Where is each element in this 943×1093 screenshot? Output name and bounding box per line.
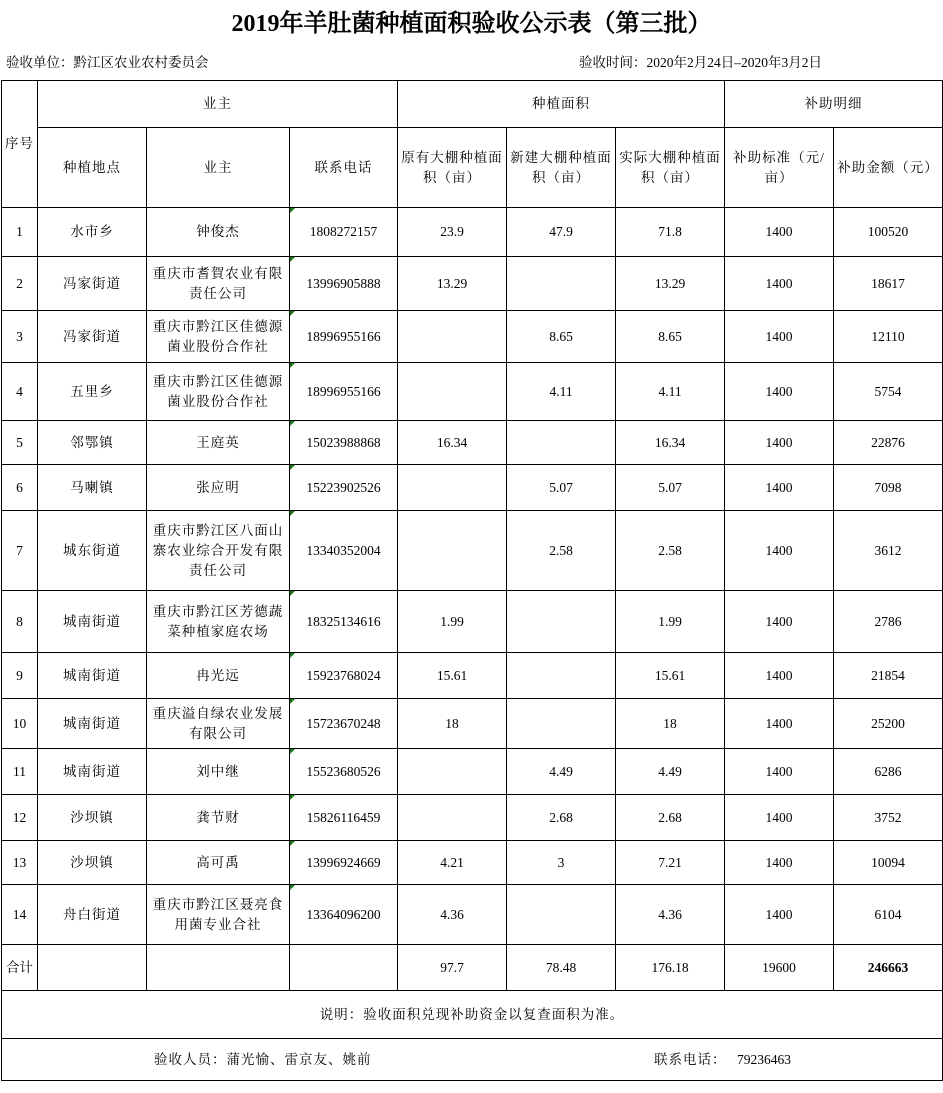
- row-number: 1: [2, 208, 38, 257]
- row-number: 6: [2, 465, 38, 511]
- subsidy-amount: 22876: [834, 421, 943, 465]
- contact-phone-cell: 18996955166: [290, 363, 398, 421]
- staff-cell: [2, 1039, 943, 1081]
- subsidy-standard: 1400: [725, 795, 834, 841]
- owner-name: 重庆市黔江区佳德源菌业股份合作社: [147, 363, 290, 421]
- planting-location: 城南街道: [38, 591, 147, 653]
- actual-area: 4.36: [616, 885, 725, 945]
- subsidy-standard: 1400: [725, 653, 834, 699]
- contact-phone-cell: 13364096200: [290, 885, 398, 945]
- header-location: 种植地点: [38, 128, 147, 208]
- new-area: 4.11: [507, 363, 616, 421]
- acceptance-unit: 验收单位：黔江区农业农村委员会: [6, 55, 209, 70]
- header-orig-area: 原有大棚种植面积（亩）: [398, 128, 507, 208]
- row-number: 2: [2, 257, 38, 311]
- new-area: 47.9: [507, 208, 616, 257]
- table-row: [2, 208, 943, 257]
- actual-area: 16.34: [616, 421, 725, 465]
- orig-area: [398, 795, 507, 841]
- total-row: [2, 945, 943, 991]
- orig-area: 4.21: [398, 841, 507, 885]
- planting-location: 舟白街道: [38, 885, 147, 945]
- contact-phone-cell: 1808272157: [290, 208, 398, 257]
- new-area: [507, 257, 616, 311]
- actual-area: 8.65: [616, 311, 725, 363]
- planting-location: 沙坝镇: [38, 841, 147, 885]
- total-orig: 97.7: [398, 945, 507, 991]
- actual-area: 7.21: [616, 841, 725, 885]
- contact-phone-label: 联系电话：: [654, 1052, 727, 1067]
- new-area: [507, 591, 616, 653]
- orig-area: [398, 465, 507, 511]
- planting-location: 冯家街道: [38, 257, 147, 311]
- contact-phone-cell: 15223902526: [290, 465, 398, 511]
- row-number: 5: [2, 421, 38, 465]
- orig-area: 16.34: [398, 421, 507, 465]
- subsidy-standard: 1400: [725, 885, 834, 945]
- owner-name: 高可禹: [147, 841, 290, 885]
- header-actual-area: 实际大棚种植面积（亩）: [616, 128, 725, 208]
- subsidy-amount: 18617: [834, 257, 943, 311]
- subsidy-standard: 1400: [725, 699, 834, 749]
- planting-location: 城东街道: [38, 511, 147, 591]
- table-row: [2, 363, 943, 421]
- subsidy-standard: 1400: [725, 257, 834, 311]
- actual-area: 4.49: [616, 749, 725, 795]
- row-number: 4: [2, 363, 38, 421]
- total-new: 78.48: [507, 945, 616, 991]
- subsidy-standard: 1400: [725, 591, 834, 653]
- owner-name: 重庆市黔江区聂亮食用菌专业合社: [147, 885, 290, 945]
- contact-phone-cell: 15723670248: [290, 699, 398, 749]
- orig-area: [398, 311, 507, 363]
- header-area-group: 种植面积: [398, 81, 725, 128]
- row-number: 11: [2, 749, 38, 795]
- subsidy-amount: 3752: [834, 795, 943, 841]
- orig-area: 1.99: [398, 591, 507, 653]
- page-title: 2019年羊肚菌种植面积验收公示表（第三批）: [231, 11, 712, 37]
- row-number: 13: [2, 841, 38, 885]
- contact-phone-cell: 18996955166: [290, 311, 398, 363]
- orig-area: 18: [398, 699, 507, 749]
- total-label: 合计: [2, 945, 38, 991]
- table-row: [2, 699, 943, 749]
- contact-phone-cell: 15023988868: [290, 421, 398, 465]
- table-row: [2, 421, 943, 465]
- subsidy-amount: 6286: [834, 749, 943, 795]
- table-row: [2, 591, 943, 653]
- owner-name: 张应明: [147, 465, 290, 511]
- owner-name: 钟俊杰: [147, 208, 290, 257]
- subsidy-amount: 2786: [834, 591, 943, 653]
- header-row-columns: [2, 128, 943, 208]
- subsidy-standard: 1400: [725, 465, 834, 511]
- subsidy-standard: 1400: [725, 311, 834, 363]
- subsidy-amount: 25200: [834, 699, 943, 749]
- new-area: 2.58: [507, 511, 616, 591]
- subsidy-amount: 5754: [834, 363, 943, 421]
- actual-area: 2.68: [616, 795, 725, 841]
- header-standard: 补助标准（元/亩）: [725, 128, 834, 208]
- subsidy-amount: 6104: [834, 885, 943, 945]
- owner-name: 龚节财: [147, 795, 290, 841]
- contact-phone: 79236463: [737, 1052, 791, 1067]
- table-row: [2, 653, 943, 699]
- orig-area: 23.9: [398, 208, 507, 257]
- owner-name: 重庆市黔江区八面山寨农业综合开发有限责任公司: [147, 511, 290, 591]
- header-amount: 补助金额（元）: [834, 128, 943, 208]
- inspectors: 验收人员：蒲光愉、雷京友、姚前: [154, 1052, 372, 1067]
- table-row: [2, 841, 943, 885]
- row-number: 10: [2, 699, 38, 749]
- row-number: 12: [2, 795, 38, 841]
- owner-name: 重庆溢自绿农业发展有限公司: [147, 699, 290, 749]
- header-owner-group: 业主: [38, 81, 398, 128]
- staff-row: [2, 1039, 943, 1081]
- planting-location: 城南街道: [38, 749, 147, 795]
- actual-area: 71.8: [616, 208, 725, 257]
- actual-area: 4.11: [616, 363, 725, 421]
- header-seq: 序号: [2, 81, 38, 208]
- total-empty-cell: [290, 945, 398, 991]
- planting-location: 城南街道: [38, 699, 147, 749]
- row-number: 3: [2, 311, 38, 363]
- table-row: [2, 465, 943, 511]
- total-actual: 176.18: [616, 945, 725, 991]
- planting-location: 五里乡: [38, 363, 147, 421]
- owner-name: 重庆市黔江区芳德蔬菜种植家庭农场: [147, 591, 290, 653]
- orig-area: [398, 511, 507, 591]
- new-area: 2.68: [507, 795, 616, 841]
- table-row: [2, 795, 943, 841]
- new-area: [507, 885, 616, 945]
- total-empty-cell: [38, 945, 147, 991]
- actual-area: 15.61: [616, 653, 725, 699]
- subsidy-standard: 1400: [725, 841, 834, 885]
- planting-location: 马喇镇: [38, 465, 147, 511]
- row-number: 9: [2, 653, 38, 699]
- header-phone: 联系电话: [290, 128, 398, 208]
- header-row-groups: [2, 81, 943, 128]
- contact-phone-cell: 13996905888: [290, 257, 398, 311]
- new-area: [507, 653, 616, 699]
- planting-location: 水市乡: [38, 208, 147, 257]
- new-area: [507, 421, 616, 465]
- owner-name: 冉光远: [147, 653, 290, 699]
- owner-name: 重庆市黔江区佳德源菌业股份合作社: [147, 311, 290, 363]
- orig-area: [398, 363, 507, 421]
- subsidy-standard: 1400: [725, 511, 834, 591]
- row-number: 7: [2, 511, 38, 591]
- row-number: 8: [2, 591, 38, 653]
- actual-area: 1.99: [616, 591, 725, 653]
- subsidy-amount: 21854: [834, 653, 943, 699]
- planting-location: 城南街道: [38, 653, 147, 699]
- orig-area: [398, 749, 507, 795]
- table-row: [2, 749, 943, 795]
- contact-phone-cell: 15923768024: [290, 653, 398, 699]
- contact-phone-cell: 13340352004: [290, 511, 398, 591]
- acceptance-time: 验收时间：2020年2月24日–2020年3月2日: [579, 55, 822, 70]
- subsidy-amount: 100520: [834, 208, 943, 257]
- contact-phone-cell: 18325134616: [290, 591, 398, 653]
- header-new-area: 新建大棚种植面积（亩）: [507, 128, 616, 208]
- total-empty-cell: [147, 945, 290, 991]
- subsidy-standard: 1400: [725, 421, 834, 465]
- orig-area: 13.29: [398, 257, 507, 311]
- table-row: [2, 311, 943, 363]
- owner-name: 王庭英: [147, 421, 290, 465]
- note-text: 说明：验收面积兑现补助资金以复查面积为准。: [2, 991, 943, 1039]
- subsidy-amount: 7098: [834, 465, 943, 511]
- new-area: [507, 699, 616, 749]
- new-area: 3: [507, 841, 616, 885]
- actual-area: 18: [616, 699, 725, 749]
- owner-name: 刘中继: [147, 749, 290, 795]
- subsidy-standard: 1400: [725, 208, 834, 257]
- contact-phone-cell: 15523680526: [290, 749, 398, 795]
- planting-location: 沙坝镇: [38, 795, 147, 841]
- contact-phone-cell: 13996924669: [290, 841, 398, 885]
- table-row: [2, 511, 943, 591]
- subsidy-standard: 1400: [725, 749, 834, 795]
- actual-area: 2.58: [616, 511, 725, 591]
- subsidy-standard: 1400: [725, 363, 834, 421]
- total-amount: 246663: [834, 945, 943, 991]
- header-owner: 业主: [147, 128, 290, 208]
- orig-area: 4.36: [398, 885, 507, 945]
- note-row: [2, 991, 943, 1039]
- new-area: 4.49: [507, 749, 616, 795]
- planting-location: 冯家街道: [38, 311, 147, 363]
- subsidy-amount: 3612: [834, 511, 943, 591]
- subsidy-amount: 12110: [834, 311, 943, 363]
- header-subsidy-group: 补助明细: [725, 81, 943, 128]
- table-row: [2, 257, 943, 311]
- new-area: 8.65: [507, 311, 616, 363]
- new-area: 5.07: [507, 465, 616, 511]
- orig-area: 15.61: [398, 653, 507, 699]
- contact-phone-cell: 15826116459: [290, 795, 398, 841]
- subsidy-amount: 10094: [834, 841, 943, 885]
- planting-location: 邻鄂镇: [38, 421, 147, 465]
- actual-area: 5.07: [616, 465, 725, 511]
- acceptance-table: [1, 80, 943, 1081]
- owner-name: 重庆市耆賀农业有限责任公司: [147, 257, 290, 311]
- total-standard: 19600: [725, 945, 834, 991]
- actual-area: 13.29: [616, 257, 725, 311]
- row-number: 14: [2, 885, 38, 945]
- table-row: [2, 885, 943, 945]
